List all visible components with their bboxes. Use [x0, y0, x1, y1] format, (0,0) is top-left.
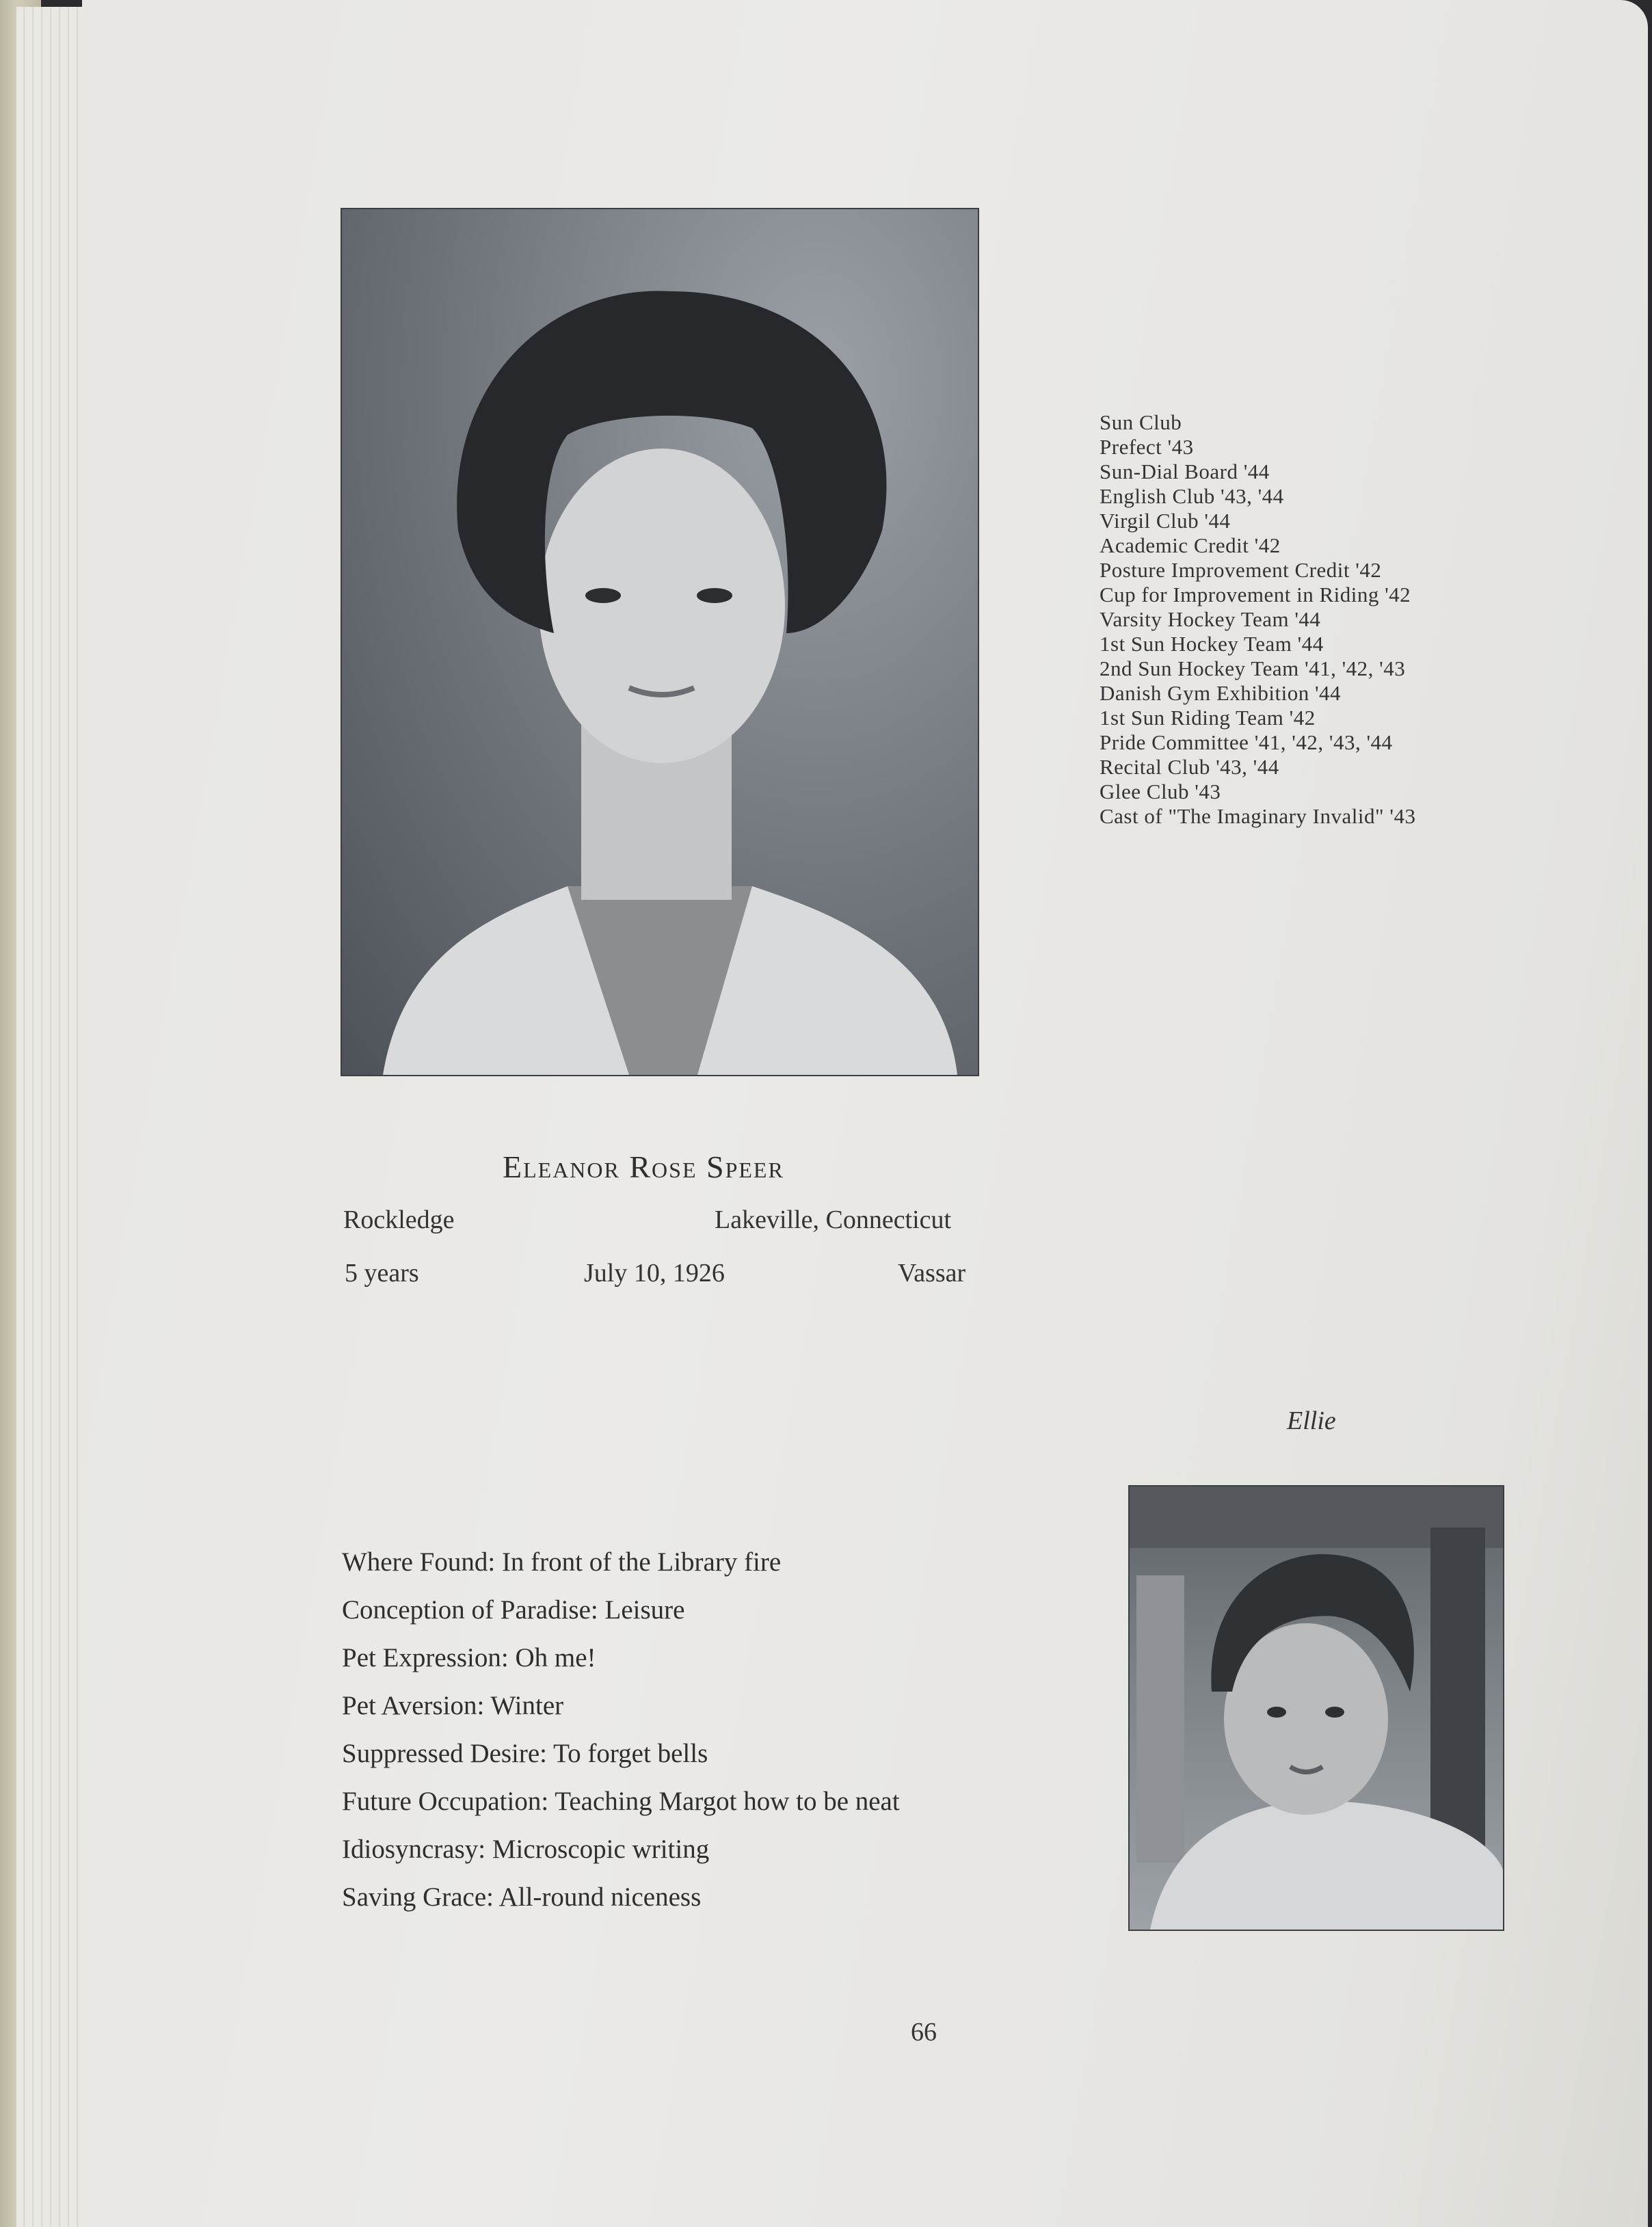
baby-illustration — [1130, 1486, 1503, 1930]
trait-item: Conception of Paradise: Leisure — [342, 1595, 685, 1625]
activity-item: 2nd Sun Hockey Team '41, '42, '43 — [1100, 656, 1406, 680]
student-name: Eleanor Rose Speer — [503, 1149, 784, 1184]
page-number: 66 — [911, 2018, 937, 2046]
baby-photo — [1130, 1486, 1503, 1930]
activities-list — [1100, 410, 1415, 829]
activity-item: Danish Gym Exhibition '44 — [1100, 681, 1342, 705]
trait-item: Idiosyncrasy: Microscopic writing — [342, 1835, 710, 1864]
yearbook-page — [82, 0, 1648, 2227]
traits-list — [342, 1538, 900, 1921]
trait-item: Future Occupation: Teaching Margot how to be neat — [342, 1787, 900, 1816]
activity-item: Posture Improvement Credit '42 — [1100, 558, 1382, 582]
trait-item: Saving Grace: All-round niceness — [342, 1882, 702, 1912]
activity-item: Academic Credit '42 — [1100, 533, 1281, 557]
trait-item: Pet Aversion: Winter — [342, 1691, 564, 1720]
hometown: Lakeville, Connecticut — [715, 1205, 952, 1234]
trait-item: Where Found: In front of the Library fire — [342, 1547, 782, 1577]
activity-item: Sun-Dial Board '44 — [1100, 459, 1270, 483]
trait-item: Pet Expression: Oh me! — [342, 1643, 596, 1672]
home-name: Rockledge — [343, 1205, 455, 1234]
activity-item: Varsity Hockey Team '44 — [1100, 607, 1321, 631]
activity-item: 1st Sun Hockey Team '44 — [1100, 632, 1324, 656]
activity-item: 1st Sun Riding Team '42 — [1100, 706, 1316, 730]
activity-item: Cast of "The Imaginary Invalid" '43 — [1100, 804, 1416, 828]
nickname: Ellie — [1287, 1406, 1336, 1435]
activity-item: English Club '43, '44 — [1100, 484, 1284, 508]
activity-item: Glee Club '43 — [1100, 779, 1221, 803]
college: Vassar — [898, 1259, 966, 1288]
activity-item: Cup for Improvement in Riding '42 — [1100, 583, 1411, 606]
activity-item: Virgil Club '44 — [1100, 509, 1231, 533]
years-at-school: 5 years — [345, 1259, 419, 1288]
portrait-illustration — [342, 209, 978, 1075]
birthdate: July 10, 1926 — [584, 1259, 725, 1288]
trait-item: Suppressed Desire: To forget bells — [342, 1739, 708, 1768]
activity-item: Pride Committee '41, '42, '43, '44 — [1100, 730, 1393, 754]
activity-item: Sun Club — [1100, 410, 1182, 434]
senior-portrait-photo — [342, 209, 978, 1075]
activity-item: Prefect '43 — [1100, 435, 1194, 459]
activity-item: Recital Club '43, '44 — [1100, 755, 1279, 779]
